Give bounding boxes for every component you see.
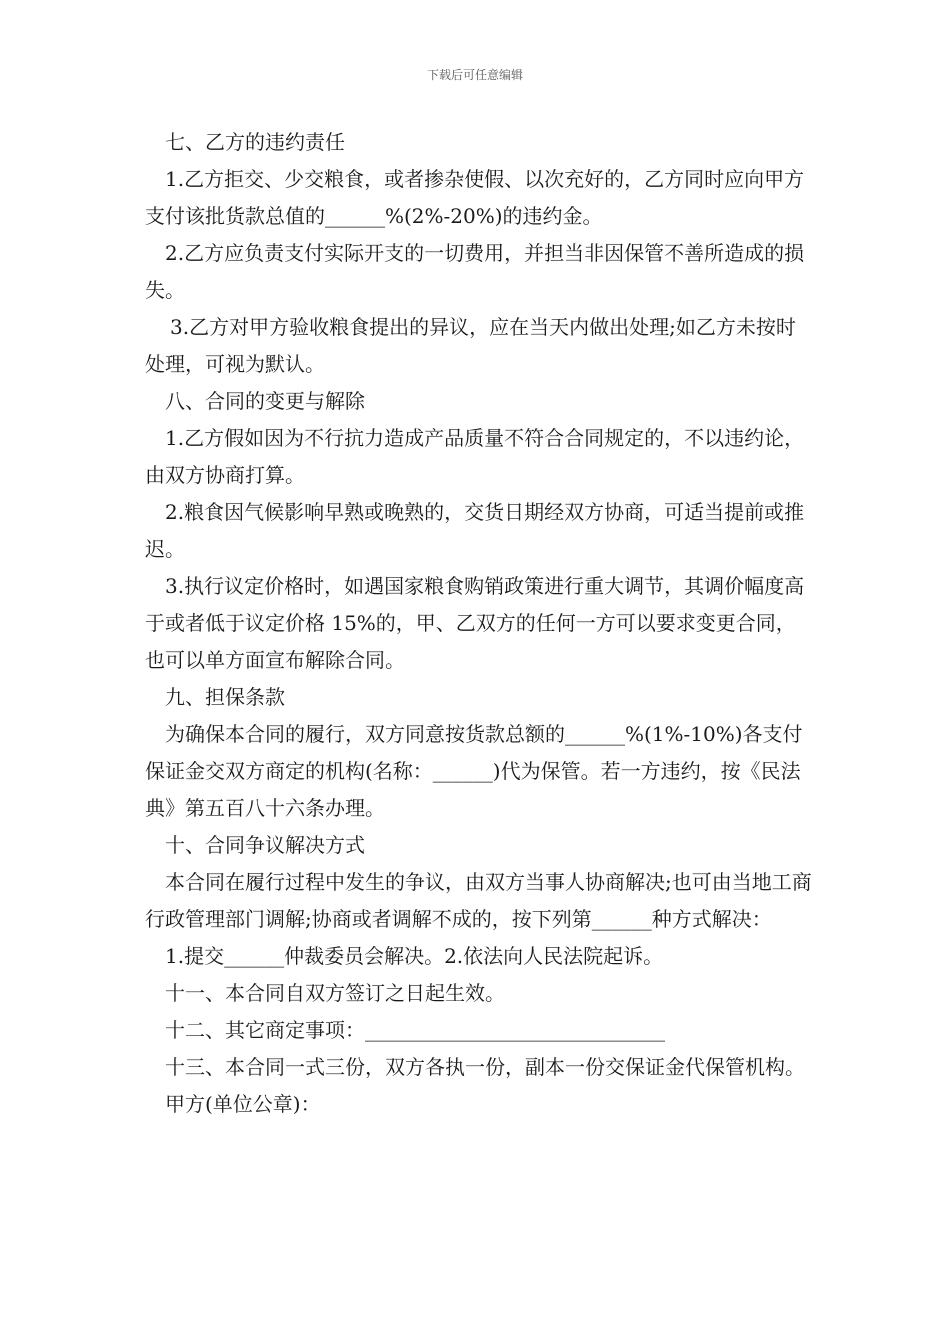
page-header: 下载后可任意编辑 — [426, 68, 523, 82]
paragraph: 3.执行议定价格时，如遇国家粮食购销政策进行重大调节，其调价幅度高于或者低于议定价格 15%的，甲、乙双方的任何一方可以要求变更合同，也可以单方面宣布解除合同。 — [145, 574, 805, 672]
section-heading-11: 十一、本合同自双方签订之日起生效。 — [165, 981, 505, 1005]
section-heading-9: 九、担保条款 — [165, 685, 285, 709]
section-heading-7: 七、乙方的违约责任 — [165, 130, 345, 154]
paragraph: 1.提交______仲裁委员会解决。2.依法向人民法院起诉。 — [165, 944, 664, 968]
paragraph: 2.粮食因气候影响早熟或晚熟的，交货日期经双方协商，可适当提前或推迟。 — [145, 500, 805, 561]
paragraph: 1.乙方拒交、少交粮食，或者掺杂使假、以次充好的，乙方同时应向甲方支付该批货款总值的______%(2%-20%)的违约金。 — [145, 167, 805, 228]
paragraph: 3.乙方对甲方验收粮食提出的异议，应在当天内做出处理;如乙方未按时处理，可视为默认。 — [145, 315, 796, 376]
section-heading-10: 十、合同争议解决方式 — [165, 833, 365, 857]
section-heading-12: 十二、其它商定事项：______________________________ — [165, 1018, 665, 1042]
paragraph: 2.乙方应负责支付实际开支的一切费用，并担当非因保管不善所造成的损失。 — [145, 241, 805, 302]
paragraph: 为确保本合同的履行，双方同意按货款总额的______%(1%-10%)各支付保证金交双方商定的机构(名称：______)代为保管。若一方违约，按《民法典》第五百八十六条办理。 — [145, 722, 803, 820]
paragraph: 1.乙方假如因为不行抗力造成产品质量不符合合同规定的，不以违约论，由双方协商打算。 — [145, 426, 805, 487]
signature-party-a: 甲方(单位公章)： — [165, 1092, 321, 1116]
section-heading-8: 八、合同的变更与解除 — [165, 389, 365, 413]
section-heading-13: 十三、本合同一式三份，双方各执一份，副本一份交保证金代保管机构。 — [165, 1055, 805, 1079]
document-body — [145, 124, 813, 1123]
paragraph: 本合同在履行过程中发生的争议，由双方当事人协商解决;也可由当地工商行政管理部门调解;协商或者调解不成的，按下列第______种方式解决： — [145, 870, 812, 931]
